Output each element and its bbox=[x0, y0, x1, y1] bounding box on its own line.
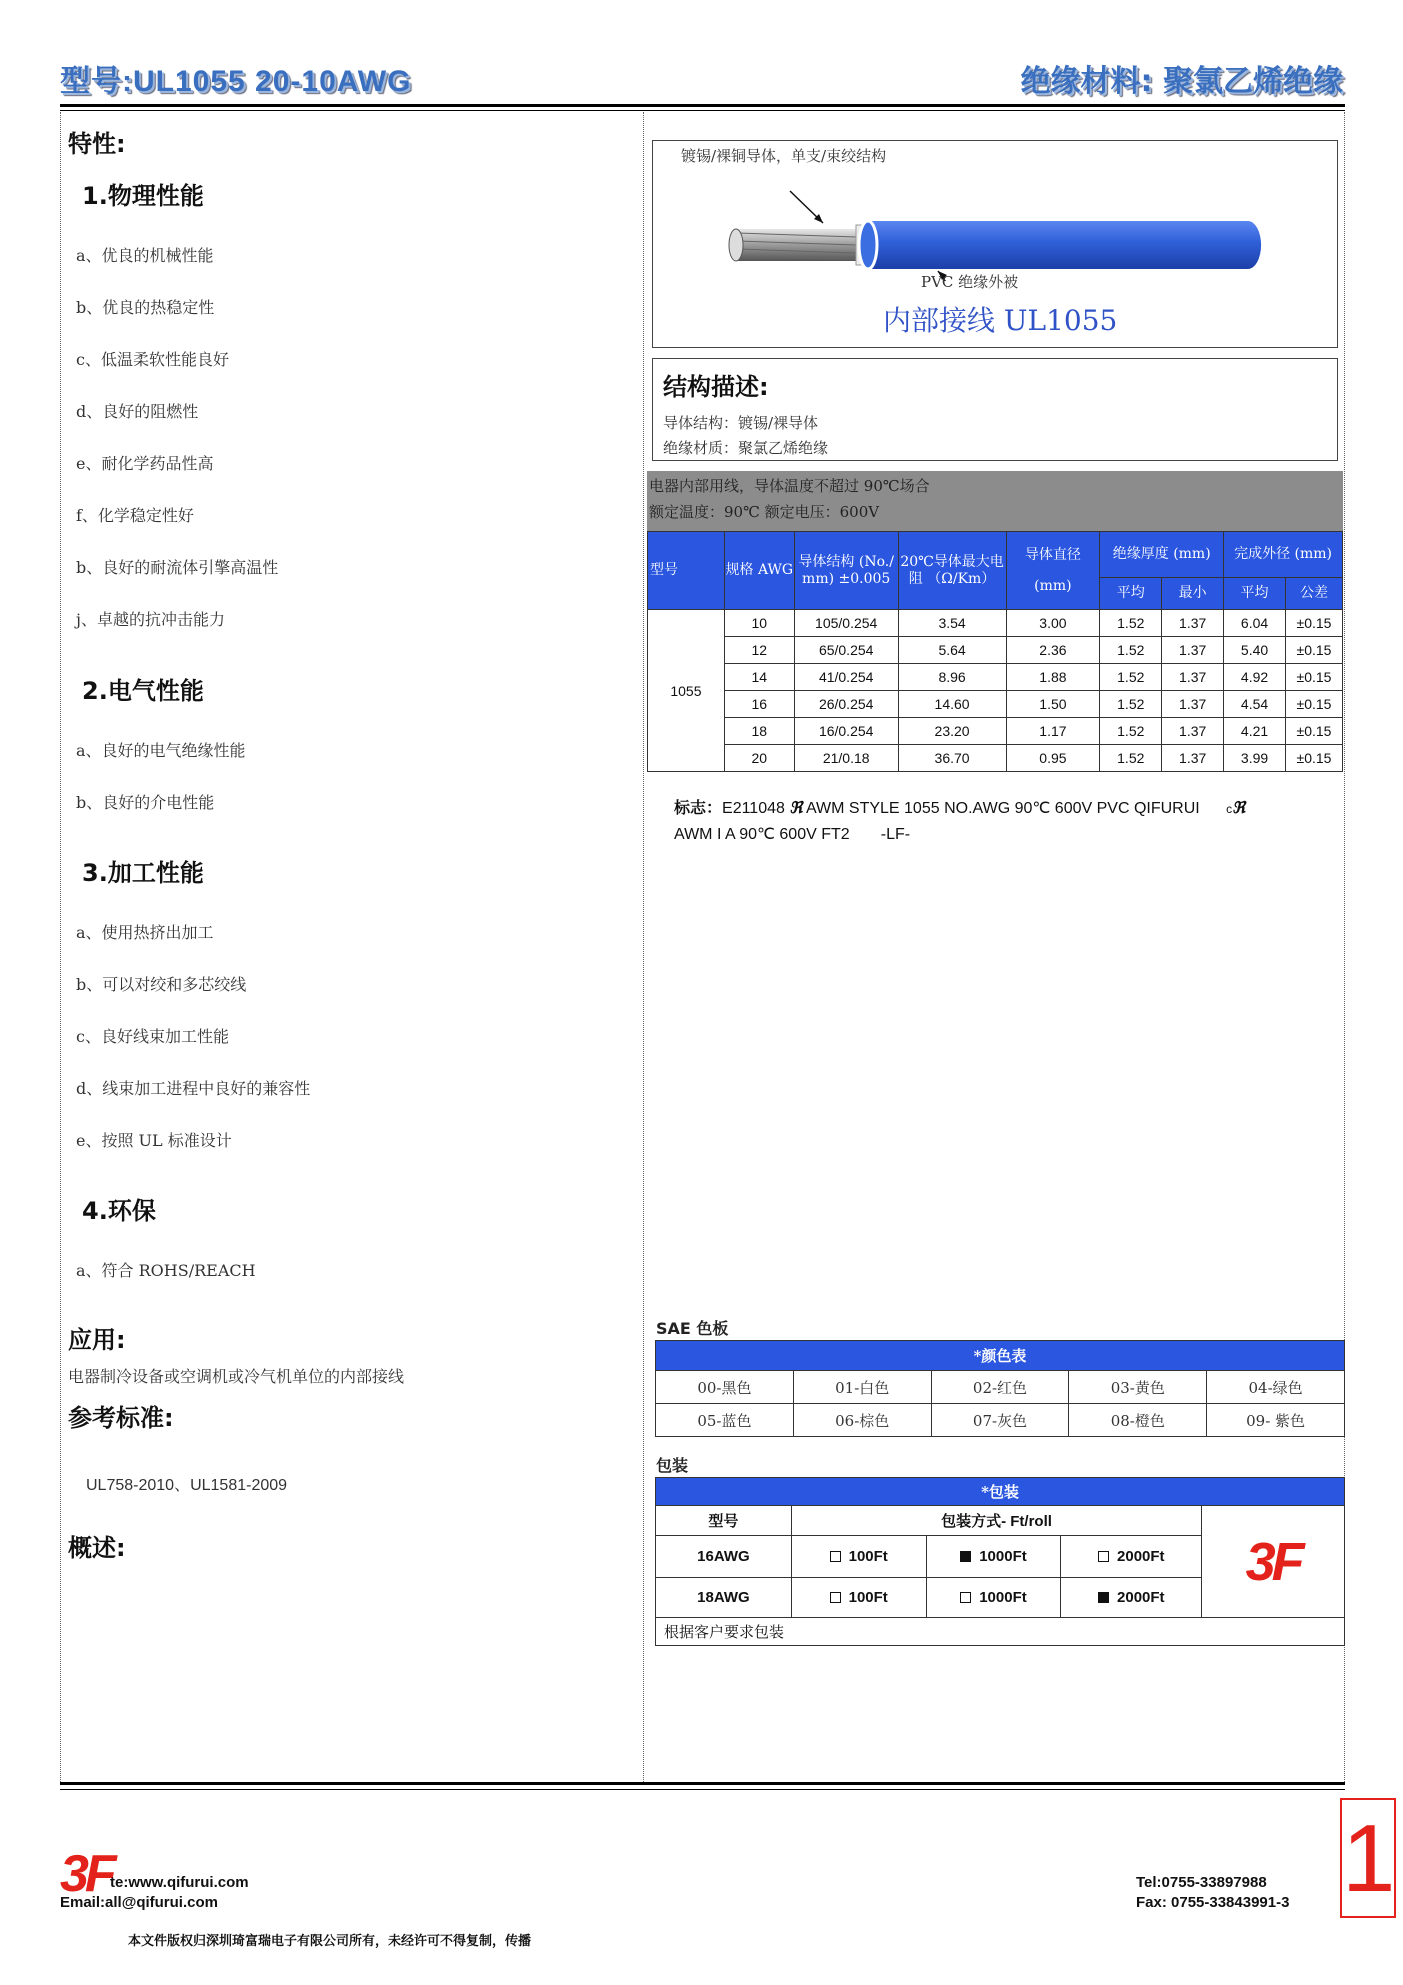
cell-ins-avg: 1.52 bbox=[1100, 664, 1162, 691]
list-item: a、优良的机械性能 bbox=[76, 246, 214, 265]
column-divider bbox=[643, 112, 644, 1782]
pkg-option bbox=[1061, 1536, 1202, 1578]
cell-od-avg: 4.54 bbox=[1224, 691, 1286, 718]
color-cell: 06-棕色 bbox=[793, 1404, 931, 1437]
structure-title: 结构描述: bbox=[663, 373, 769, 401]
marking-line-2: AWM I A 90℃ 600V FT2 -LF- bbox=[674, 826, 911, 843]
th-ins-avg: 平均 bbox=[1100, 578, 1162, 610]
header-rule-thin bbox=[60, 110, 1345, 111]
application-text: 电器制冷设备或空调机或冷气机单位的内部接线 bbox=[68, 1367, 405, 1386]
th-ins-min: 最小 bbox=[1162, 578, 1224, 610]
cell-tol: ±0.15 bbox=[1286, 718, 1343, 745]
conductor-caption: 镀锡/裸铜导体，单支/束绞结构 bbox=[681, 147, 887, 165]
spec-table bbox=[647, 531, 1343, 772]
list-item: a、使用热挤出加工 bbox=[76, 923, 214, 942]
product-image-box bbox=[652, 140, 1338, 348]
cell-ins-min: 1.37 bbox=[1162, 718, 1224, 745]
structure-conductor: 导体结构：镀锡/裸导体 bbox=[663, 414, 819, 432]
th-awg: 规格 AWG bbox=[724, 532, 794, 610]
color-cell: 08-橙色 bbox=[1069, 1404, 1207, 1437]
pkg-model: 18AWG bbox=[656, 1578, 792, 1618]
footer-logo: 3F bbox=[60, 1845, 113, 1903]
c-mark: c bbox=[1226, 802, 1233, 816]
color-table-title: *颜色表 bbox=[656, 1341, 1345, 1371]
marking bbox=[674, 795, 1245, 847]
table-row bbox=[656, 1371, 1345, 1404]
cell-diameter: 0.95 bbox=[1006, 745, 1100, 772]
cell-structure: 105/0.254 bbox=[794, 610, 898, 637]
cell-ins-min: 1.37 bbox=[1162, 691, 1224, 718]
cell-awg: 12 bbox=[724, 637, 794, 664]
th-diameter bbox=[1006, 532, 1100, 610]
pkg-option-label: 100Ft bbox=[848, 1548, 888, 1565]
cell-awg: 14 bbox=[724, 664, 794, 691]
application-title: 应用: bbox=[68, 1326, 126, 1354]
cell-tol: ±0.15 bbox=[1286, 691, 1343, 718]
cell-tol: ±0.15 bbox=[1286, 745, 1343, 772]
checkbox-icon bbox=[1098, 1551, 1109, 1562]
pkg-option-label: 1000Ft bbox=[979, 1589, 1027, 1606]
cell-ins-avg: 1.52 bbox=[1100, 718, 1162, 745]
th-od: 完成外径 (mm) bbox=[1224, 532, 1343, 578]
cell-structure: 16/0.254 bbox=[794, 718, 898, 745]
cell-awg: 18 bbox=[724, 718, 794, 745]
color-cell: 01-白色 bbox=[793, 1371, 931, 1404]
color-cell: 07-灰色 bbox=[931, 1404, 1069, 1437]
model-title: 型号:UL1055 20-10AWG bbox=[60, 65, 412, 98]
table-row bbox=[648, 718, 1343, 745]
cell-structure: 21/0.18 bbox=[794, 745, 898, 772]
th-diameter-label: 导体直径 bbox=[1024, 546, 1081, 563]
cell-ins-avg: 1.52 bbox=[1100, 610, 1162, 637]
list-item: b、良好的介电性能 bbox=[76, 793, 215, 812]
color-cell: 00-黑色 bbox=[656, 1371, 794, 1404]
pkg-model: 16AWG bbox=[656, 1536, 792, 1578]
cell-resistance: 36.70 bbox=[898, 745, 1006, 772]
features-title: 特性: bbox=[68, 130, 126, 158]
pkg-option bbox=[791, 1536, 926, 1578]
cell-od-avg: 3.99 bbox=[1224, 745, 1286, 772]
list-item: f、化学稳定性好 bbox=[76, 506, 194, 525]
pkg-logo bbox=[1202, 1506, 1345, 1618]
cell-resistance: 3.54 bbox=[898, 610, 1006, 637]
footer-rule-thin bbox=[60, 1789, 1345, 1790]
list-item: e、按照 UL 标准设计 bbox=[76, 1131, 232, 1150]
cell-diameter: 3.00 bbox=[1006, 610, 1100, 637]
pkg-option bbox=[926, 1578, 1061, 1618]
footer-rule bbox=[60, 1782, 1345, 1785]
cell-awg: 20 bbox=[724, 745, 794, 772]
page-number: 1 bbox=[1340, 1798, 1396, 1918]
pkg-option-label: 2000Ft bbox=[1117, 1548, 1165, 1565]
cell-od-avg: 4.92 bbox=[1224, 664, 1286, 691]
wire-illustration bbox=[708, 171, 1268, 281]
list-item: a、良好的电气绝缘性能 bbox=[76, 741, 246, 760]
brand-logo: 3F bbox=[1245, 1531, 1301, 1592]
checkbox-checked-icon bbox=[960, 1551, 971, 1562]
structure-box bbox=[652, 358, 1338, 461]
usage-bar bbox=[647, 471, 1343, 531]
checkbox-icon bbox=[960, 1592, 971, 1603]
image-title: 内部接线 UL1055 bbox=[883, 304, 1118, 337]
pkg-col-model: 型号 bbox=[656, 1506, 792, 1536]
footer-email[interactable]: Email:all@qifurui.com bbox=[60, 1894, 218, 1911]
checkbox-icon bbox=[830, 1551, 841, 1562]
list-item: c、良好线束加工性能 bbox=[76, 1027, 229, 1046]
reference-title: 参考标准: bbox=[68, 1404, 174, 1432]
list-item: b、良好的耐流体引擎高温性 bbox=[76, 558, 279, 577]
packaging-note: 根据客户要求包装 bbox=[656, 1618, 1345, 1646]
list-item: a、符合 ROHS/REACH bbox=[76, 1261, 256, 1280]
usage-line-1: 电器内部用线，导体温度不超过 90℃场合 bbox=[649, 477, 930, 495]
overview-title: 概述: bbox=[68, 1534, 126, 1562]
list-item: e、耐化学药品性高 bbox=[76, 454, 214, 473]
section-environment: 4.环保 bbox=[82, 1197, 156, 1225]
checkbox-checked-icon bbox=[1098, 1592, 1109, 1603]
cell-structure: 65/0.254 bbox=[794, 637, 898, 664]
list-item: j、卓越的抗冲击能力 bbox=[76, 610, 225, 629]
list-item: d、良好的阻燃性 bbox=[76, 402, 199, 421]
cell-structure: 26/0.254 bbox=[794, 691, 898, 718]
jacket-caption: PVC 绝缘外被 bbox=[921, 273, 1019, 291]
copyright: 本文件版权归深圳琦富瑞电子有限公司所有，未经许可不得复制，传播 bbox=[128, 1934, 532, 1949]
list-item: b、可以对绞和多芯绞线 bbox=[76, 975, 247, 994]
pkg-option bbox=[1061, 1578, 1202, 1618]
table-row bbox=[648, 664, 1343, 691]
cell-diameter: 1.88 bbox=[1006, 664, 1100, 691]
th-diameter-unit: (mm) bbox=[1034, 577, 1072, 594]
table-row bbox=[648, 745, 1343, 772]
cell-tol: ±0.15 bbox=[1286, 637, 1343, 664]
reference-text: UL758-2010、UL1581-2009 bbox=[86, 1477, 288, 1494]
marking-line-1: AWM STYLE 1055 NO.AWG 90℃ 600V PVC QIFURUI bbox=[805, 800, 1200, 817]
cell-ins-avg: 1.52 bbox=[1100, 745, 1162, 772]
pkg-col-method: 包装方式- Ft/roll bbox=[791, 1506, 1201, 1536]
pkg-option bbox=[791, 1578, 926, 1618]
th-od-avg: 平均 bbox=[1224, 578, 1286, 610]
cell-resistance: 23.20 bbox=[898, 718, 1006, 745]
insulation-title: 绝缘材料: 聚氯乙烯绝缘 bbox=[1020, 64, 1343, 99]
cell-ins-avg: 1.52 bbox=[1100, 637, 1162, 664]
header-rule bbox=[60, 104, 1345, 107]
cell-resistance: 14.60 bbox=[898, 691, 1006, 718]
color-cell: 03-黄色 bbox=[1069, 1371, 1207, 1404]
color-cell: 09- 紫色 bbox=[1207, 1404, 1345, 1437]
list-item: d、线束加工进程中良好的兼容性 bbox=[76, 1079, 311, 1098]
th-insulation: 绝缘厚度 (mm) bbox=[1100, 532, 1224, 578]
sae-label: SAE 色板 bbox=[656, 1319, 729, 1338]
cell-diameter: 2.36 bbox=[1006, 637, 1100, 664]
cell-ins-min: 1.37 bbox=[1162, 610, 1224, 637]
cell-ins-min: 1.37 bbox=[1162, 664, 1224, 691]
section-electrical: 2.电气性能 bbox=[82, 677, 204, 705]
marking-label: 标志： bbox=[674, 798, 723, 817]
color-cell: 05-蓝色 bbox=[656, 1404, 794, 1437]
section-physical: 1.物理性能 bbox=[82, 182, 204, 210]
pkg-option-label: 1000Ft bbox=[979, 1548, 1027, 1565]
insulation-jacket bbox=[868, 221, 1261, 269]
cell-resistance: 5.64 bbox=[898, 637, 1006, 664]
cell-tol: ±0.15 bbox=[1286, 664, 1343, 691]
cell-model: 1055 bbox=[648, 610, 725, 772]
cell-tol: ±0.15 bbox=[1286, 610, 1343, 637]
color-table bbox=[655, 1340, 1345, 1437]
list-item: b、优良的热稳定性 bbox=[76, 298, 215, 317]
checkbox-icon bbox=[830, 1592, 841, 1603]
th-model: 型号 bbox=[648, 532, 725, 610]
pkg-option bbox=[926, 1536, 1061, 1578]
list-item: c、低温柔软性能良好 bbox=[76, 350, 229, 369]
cell-diameter: 1.17 bbox=[1006, 718, 1100, 745]
packaging-title: *包装 bbox=[656, 1478, 1345, 1506]
packaging-table bbox=[655, 1477, 1345, 1646]
table-row bbox=[656, 1404, 1345, 1437]
table-row bbox=[648, 637, 1343, 664]
cell-awg: 10 bbox=[724, 610, 794, 637]
section-processing: 3.加工性能 bbox=[82, 859, 204, 887]
pkg-option-label: 2000Ft bbox=[1117, 1589, 1165, 1606]
structure-insulation: 绝缘材质：聚氯乙烯绝缘 bbox=[663, 439, 829, 457]
cul-mark-icon: ℜ bbox=[1232, 800, 1246, 817]
th-structure: 导体结构 (No./ mm) ±0.005 bbox=[794, 532, 898, 610]
pkg-option-label: 100Ft bbox=[848, 1589, 888, 1606]
cell-ins-avg: 1.52 bbox=[1100, 691, 1162, 718]
footer-website[interactable]: te:www.qifurui.com bbox=[110, 1874, 249, 1891]
color-cell: 02-红色 bbox=[931, 1371, 1069, 1404]
cell-ins-min: 1.37 bbox=[1162, 745, 1224, 772]
cell-diameter: 1.50 bbox=[1006, 691, 1100, 718]
ul-mark-icon: ℜ bbox=[789, 800, 803, 817]
cell-od-avg: 4.21 bbox=[1224, 718, 1286, 745]
marking-file: E211048 bbox=[722, 800, 785, 817]
table-row bbox=[648, 610, 1343, 637]
packaging-label: 包装 bbox=[656, 1456, 689, 1475]
cell-awg: 16 bbox=[724, 691, 794, 718]
cell-ins-min: 1.37 bbox=[1162, 637, 1224, 664]
usage-line-2: 额定温度：90℃ 额定电压：600V bbox=[649, 503, 880, 521]
table-row bbox=[648, 691, 1343, 718]
color-cell: 04-绿色 bbox=[1207, 1371, 1345, 1404]
th-resistance: 20℃导体最大电阻 （Ω/Km） bbox=[898, 532, 1006, 610]
footer-fax: Fax: 0755-33843991-3 bbox=[1136, 1894, 1290, 1911]
th-od-tol: 公差 bbox=[1286, 578, 1343, 610]
cell-od-avg: 5.40 bbox=[1224, 637, 1286, 664]
cell-resistance: 8.96 bbox=[898, 664, 1006, 691]
footer-tel: Tel:0755-33897988 bbox=[1136, 1874, 1267, 1891]
cell-od-avg: 6.04 bbox=[1224, 610, 1286, 637]
cell-structure: 41/0.254 bbox=[794, 664, 898, 691]
